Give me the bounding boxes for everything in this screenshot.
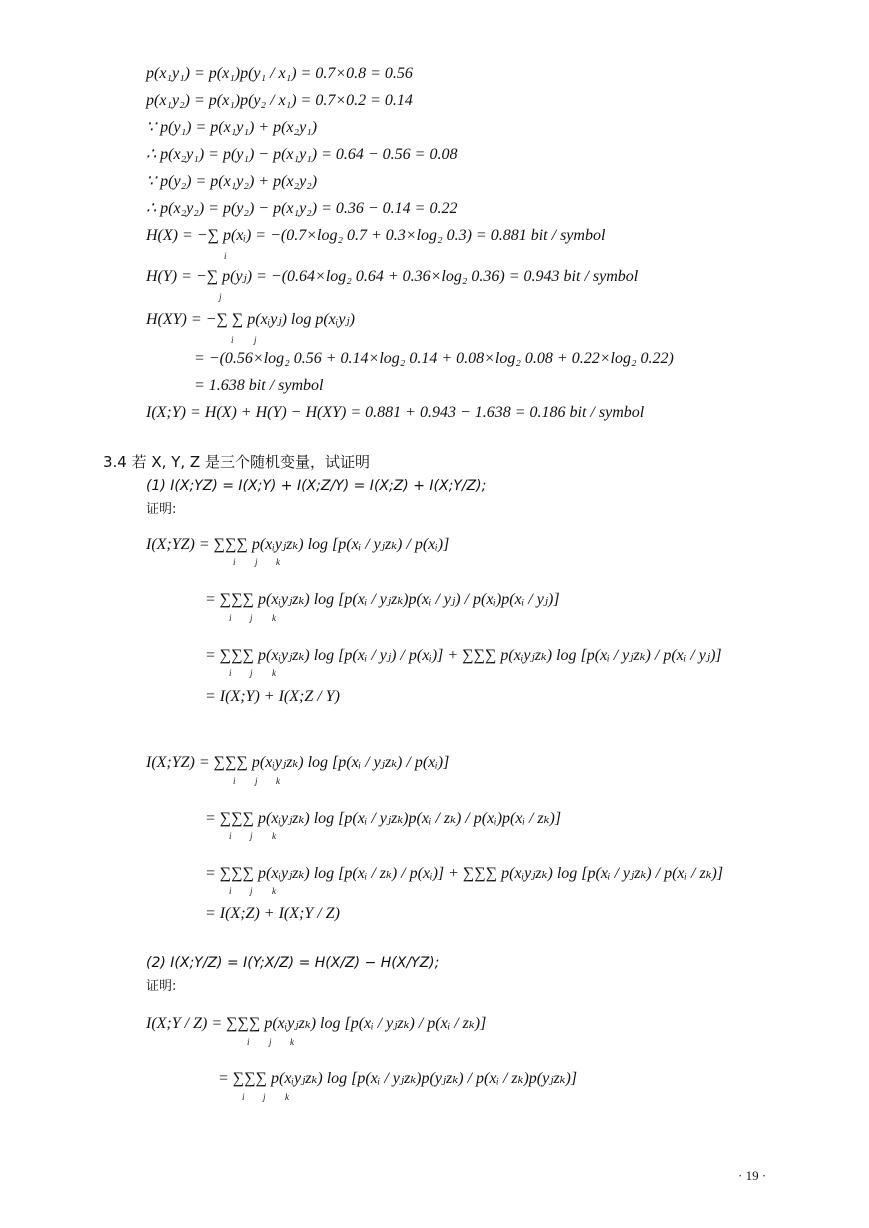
sum-index: j [255,776,258,786]
sum-index: i [229,831,232,841]
equation-line: = ∑∑∑ p(xᵢyⱼzₖ) log [p(xᵢ / yⱼzₖ)p(yⱼzₖ) / p(xᵢ / zₖ)p(yⱼzₖ)] [218,1070,578,1087]
equation-line: p(x₁y₂) = p(x₁)p(y₂ / x₁) = 0.7×0.2 = 0.14 [146,92,413,109]
sum-index: k [272,668,276,678]
equation-line: I(X;Y / Z) = ∑∑∑ p(xᵢyⱼzₖ) log [p(xᵢ / yⱼzₖ) / p(xᵢ / zₖ)] [146,1015,487,1032]
equation-line: H(X) = −∑ p(xᵢ) = −(0.7×log₂ 0.7 + 0.3×log₂ 0.3) = 0.881 bit / symbol [146,227,606,244]
equation-line: = ∑∑∑ p(xᵢyⱼzₖ) log [p(xᵢ / yⱼzₖ)p(xᵢ / zₖ) / p(xᵢ)p(xᵢ / zₖ)] [205,810,562,827]
proof-label: 证明: [146,979,177,994]
equation-line: H(XY) = −∑ ∑ p(xᵢyⱼ) log p(xᵢyⱼ) [146,311,355,328]
sum-index: k [290,1037,294,1047]
sum-index: j [254,335,257,345]
equation-line: ∴ p(x₂y₂) = p(y₂) − p(x₁y₂) = 0.36 − 0.14 = 0.22 [146,200,458,217]
sum-index: i [233,776,236,786]
sum-index: j [250,886,253,896]
sum-index: i [233,557,236,567]
sum-index: j [250,668,253,678]
equation-line: = ∑∑∑ p(xᵢyⱼzₖ) log [p(xᵢ / yⱼ) / p(xᵢ)] + ∑∑∑ p(xᵢyⱼzₖ) log [p(xᵢ / yⱼzₖ) / p(xᵢ / yⱼ)] [205,647,722,664]
sum-index: i [229,886,232,896]
equation-line: I(X;YZ) = ∑∑∑ p(xᵢyⱼzₖ) log [p(xᵢ / yⱼzₖ) / p(xᵢ)] [146,536,450,553]
sum-index: j [263,1092,266,1102]
sum-index: k [276,776,280,786]
equation-line: = I(X;Z) + I(X;Y / Z) [205,905,340,922]
sum-index: j [250,831,253,841]
equation-line: ∵ p(y₂) = p(x₁y₂) + p(x₂y₂) [146,173,318,190]
sum-index: k [285,1092,289,1102]
equation-line: = 1.638 bit / symbol [194,377,324,394]
sum-index: i [242,1092,245,1102]
sum-index: j [255,557,258,567]
sum-index: i [229,613,232,623]
equation-line: ∵ p(y₁) = p(x₁y₁) + p(x₂y₁) [146,119,318,136]
equation-line: p(x₁y₁) = p(x₁)p(y₁ / x₁) = 0.7×0.8 = 0.56 [146,65,413,82]
problem-part-1: (1) I(X;YZ) = I(X;Y) + I(X;Z/Y) = I(X;Z) + I(X;Y/Z); [146,478,487,494]
equation-line: = −(0.56×log₂ 0.56 + 0.14×log₂ 0.14 + 0.08×log₂ 0.08 + 0.22×log₂ 0.22) [194,350,674,367]
equation-line: = ∑∑∑ p(xᵢyⱼzₖ) log [p(xᵢ / yⱼzₖ)p(xᵢ / yⱼ) / p(xᵢ)p(xᵢ / yⱼ)] [205,591,560,608]
equation-line: ∴ p(x₂y₁) = p(y₁) − p(x₁y₁) = 0.64 − 0.56 = 0.08 [146,146,458,163]
sum-index: i [231,335,234,345]
sum-index: i [224,251,227,261]
sum-index: k [272,886,276,896]
problem-heading: 3.4 若 X, Y, Z 是三个随机变量，试证明 [103,453,370,471]
sum-index: j [250,613,253,623]
sum-index: k [276,557,280,567]
sum-index: j [269,1037,272,1047]
sum-index: j [219,292,222,302]
equation-line: H(Y) = −∑ p(yⱼ) = −(0.64×log₂ 0.64 + 0.36×log₂ 0.36) = 0.943 bit / symbol [146,268,639,285]
equation-line: = I(X;Y) + I(X;Z / Y) [205,688,340,705]
equation-line: = ∑∑∑ p(xᵢyⱼzₖ) log [p(xᵢ / zₖ) / p(xᵢ)] + ∑∑∑ p(xᵢyⱼzₖ) log [p(xᵢ / yⱼzₖ) / p(xᵢ / zₖ)] [205,865,724,882]
equation-line: I(X;YZ) = ∑∑∑ p(xᵢyⱼzₖ) log [p(xᵢ / yⱼzₖ) / p(xᵢ)] [146,754,450,771]
equation-line: I(X;Y) = H(X) + H(Y) − H(XY) = 0.881 + 0.943 − 1.638 = 0.186 bit / symbol [146,404,645,421]
sum-index: k [272,613,276,623]
sum-index: i [247,1037,250,1047]
proof-label: 证明: [146,502,177,517]
sum-index: i [229,668,232,678]
page-number: · 19 · [738,1168,767,1183]
sum-index: k [272,831,276,841]
problem-part-2: (2) I(X;Y/Z) = I(Y;X/Z) = H(X/Z) − H(X/YZ); [146,955,440,971]
